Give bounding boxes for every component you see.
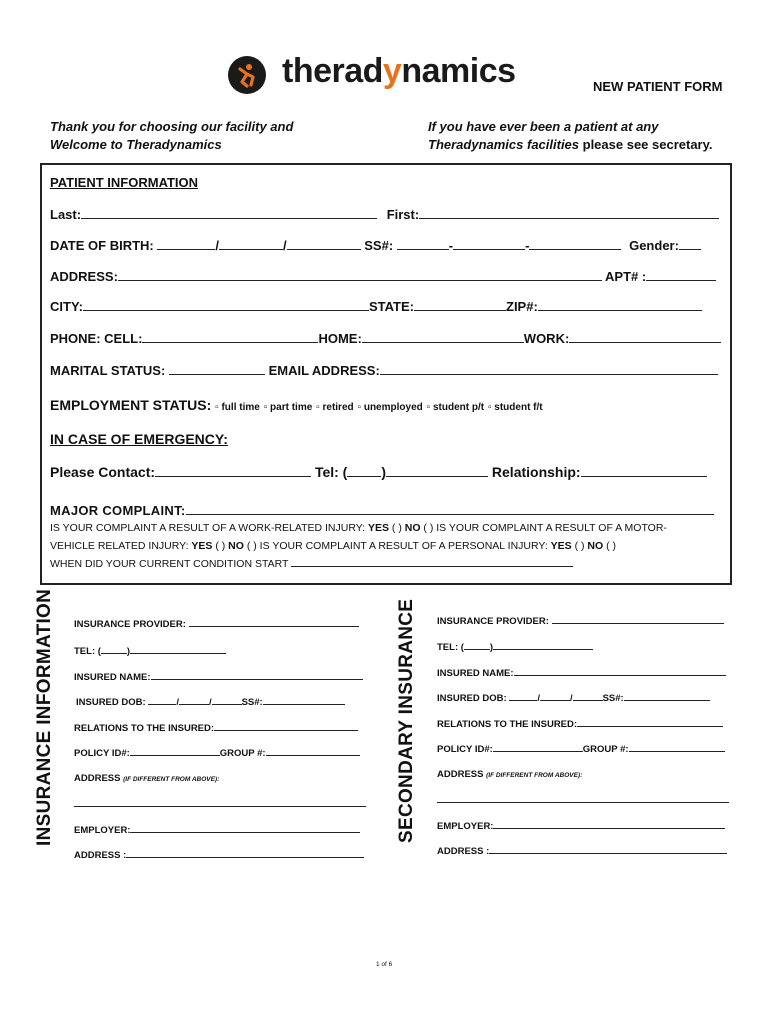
insurance-information-title: INSURANCE INFORMATION bbox=[34, 588, 55, 846]
secondary-dob-year-field[interactable] bbox=[573, 692, 603, 701]
primary-policy-field[interactable] bbox=[130, 747, 220, 756]
primary-insured-name-field[interactable] bbox=[151, 671, 363, 680]
form-title: NEW PATIENT FORM bbox=[593, 79, 723, 94]
page-number: 1 of 6 bbox=[376, 961, 393, 968]
emergency-phone-field[interactable] bbox=[386, 465, 488, 477]
complaint-question-3: WHEN DID YOUR CURRENT CONDITION START bbox=[50, 557, 573, 570]
ss-part2-field[interactable] bbox=[453, 238, 525, 250]
emergency-area-code-field[interactable] bbox=[347, 465, 381, 477]
secondary-policy-row: POLICY ID#: GROUP #: bbox=[437, 743, 725, 755]
primary-employer-field[interactable] bbox=[130, 824, 360, 833]
complaint-question-1: IS YOUR COMPLAINT A RESULT OF A WORK-RELATED INJURY: YES ( ) NO ( ) IS YOUR COMPLAINT A RESULT OF A MOTOR- bbox=[50, 522, 667, 534]
first-name-field[interactable] bbox=[419, 207, 719, 219]
phone-row: PHONE: CELL: HOME: WORK: bbox=[50, 331, 721, 346]
secondary-insured-name-field[interactable] bbox=[514, 667, 726, 676]
emergency-title: IN CASE OF EMERGENCY: bbox=[50, 431, 228, 447]
primary-address-field[interactable] bbox=[74, 806, 366, 807]
secondary-provider-field[interactable] bbox=[552, 615, 724, 624]
employment-row: EMPLOYMENT STATUS: ▫ full time ▫ part time ▫ retired ▫ unemployed ▫ student p/t ▫ student f/t bbox=[50, 397, 543, 413]
dob-month-field[interactable] bbox=[157, 238, 215, 250]
primary-policy-row: POLICY ID#: GROUP #: bbox=[74, 747, 360, 759]
major-complaint-field[interactable] bbox=[186, 503, 714, 515]
ss-part3-field[interactable] bbox=[529, 238, 621, 250]
secondary-policy-field[interactable] bbox=[493, 743, 583, 752]
cell-phone-field[interactable] bbox=[142, 331, 318, 343]
city-row: CITY: STATE: ZIP#: bbox=[50, 299, 702, 314]
employment-option-unemployed[interactable]: ▫ unemployed bbox=[357, 402, 423, 413]
name-row: Last: First: bbox=[50, 207, 719, 222]
secondary-insurance-title: SECONDARY INSURANCE bbox=[396, 598, 417, 843]
secondary-employer-field[interactable] bbox=[493, 820, 725, 829]
returning-patient-note: If you have ever been a patient at any Theradynamics facilities please see secretary. bbox=[428, 119, 713, 152]
email-field[interactable] bbox=[380, 363, 718, 375]
secondary-group-field[interactable] bbox=[629, 743, 725, 752]
marital-status-field[interactable] bbox=[169, 363, 265, 375]
secondary-employer-address-row: ADDRESS : bbox=[437, 845, 727, 857]
primary-group-field[interactable] bbox=[266, 747, 360, 756]
primary-ss-field[interactable] bbox=[263, 696, 345, 705]
state-field[interactable] bbox=[414, 299, 506, 311]
primary-area-code-field[interactable] bbox=[101, 645, 127, 654]
logo-accent: y bbox=[382, 52, 402, 90]
primary-relations-row: RELATIONS TO THE INSURED: bbox=[74, 722, 358, 734]
brand-logo: theradynamics bbox=[282, 52, 516, 90]
primary-tel-row: TEL: ( ) bbox=[74, 645, 226, 657]
apt-field[interactable] bbox=[646, 269, 716, 281]
secondary-area-code-field[interactable] bbox=[464, 641, 490, 650]
primary-dob-month-field[interactable] bbox=[148, 696, 176, 705]
major-complaint-row: MAJOR COMPLAINT: bbox=[50, 503, 714, 518]
ss-part1-field[interactable] bbox=[397, 238, 449, 250]
city-field[interactable] bbox=[83, 299, 369, 311]
dob-row: DATE OF BIRTH: / / SS#: - - Gender: bbox=[50, 238, 701, 253]
primary-provider-row: INSURANCE PROVIDER: bbox=[74, 618, 359, 630]
patient-information-title: PATIENT INFORMATION bbox=[50, 175, 199, 190]
welcome-message: Thank you for choosing our facility and Welcome to Theradynamics bbox=[50, 119, 294, 152]
secondary-tel-row: TEL: ( ) bbox=[437, 641, 593, 653]
secondary-insured-dob-row: INSURED DOB: / / SS#: bbox=[437, 692, 710, 704]
primary-employer-address-field[interactable] bbox=[126, 849, 364, 858]
primary-dob-day-field[interactable] bbox=[179, 696, 209, 705]
primary-dob-year-field[interactable] bbox=[212, 696, 242, 705]
address-field[interactable] bbox=[118, 269, 602, 281]
address-row: ADDRESS: APT# : bbox=[50, 269, 716, 284]
secondary-ss-field[interactable] bbox=[624, 692, 710, 701]
primary-provider-field[interactable] bbox=[189, 618, 359, 627]
complaint-question-2: VEHICLE RELATED INJURY: YES ( ) NO ( ) IS YOUR COMPLAINT A RESULT OF A PERSONAL INJURY: YES ( ) NO ( ) bbox=[50, 540, 616, 552]
primary-relations-field[interactable] bbox=[214, 722, 358, 731]
last-name-field[interactable] bbox=[81, 207, 377, 219]
work-phone-field[interactable] bbox=[569, 331, 721, 343]
condition-start-field[interactable] bbox=[291, 557, 573, 567]
secondary-employer-address-field[interactable] bbox=[489, 845, 727, 854]
logo-mark-icon bbox=[228, 56, 266, 94]
gender-field[interactable] bbox=[679, 238, 701, 250]
home-phone-field[interactable] bbox=[362, 331, 524, 343]
primary-insured-dob-row: INSURED DOB: / / SS#: bbox=[76, 696, 345, 708]
primary-insured-name-row: INSURED NAME: bbox=[74, 671, 363, 683]
employment-option-retired[interactable]: ▫ retired bbox=[316, 402, 354, 413]
emergency-contact-row: Please Contact: Tel: ( ) Relationship: bbox=[50, 464, 707, 480]
secondary-address-field[interactable] bbox=[437, 802, 729, 803]
secondary-relations-row: RELATIONS TO THE INSURED: bbox=[437, 718, 723, 730]
secondary-dob-month-field[interactable] bbox=[509, 692, 537, 701]
relationship-field[interactable] bbox=[581, 465, 707, 477]
emergency-contact-field[interactable] bbox=[155, 465, 311, 477]
secondary-address-row: ADDRESS (IF DIFFERENT FROM ABOVE): bbox=[437, 769, 583, 780]
dob-day-field[interactable] bbox=[219, 238, 283, 250]
zip-field[interactable] bbox=[538, 299, 702, 311]
secondary-insured-name-row: INSURED NAME: bbox=[437, 667, 726, 679]
dob-year-field[interactable] bbox=[287, 238, 361, 250]
secondary-tel-field[interactable] bbox=[493, 641, 593, 650]
secondary-employer-row: EMPLOYER: bbox=[437, 820, 725, 832]
employment-option-student-pt[interactable]: ▫ student p/t bbox=[426, 402, 485, 413]
primary-tel-field[interactable] bbox=[130, 645, 226, 654]
primary-address-row: ADDRESS (IF DIFFERENT FROM ABOVE): bbox=[74, 773, 220, 784]
employment-option-student-ft[interactable]: ▫ student f/t bbox=[487, 402, 543, 413]
marital-email-row: MARITAL STATUS: EMAIL ADDRESS: bbox=[50, 363, 718, 378]
secondary-relations-field[interactable] bbox=[577, 718, 723, 727]
employment-option-part-time[interactable]: ▫ part time bbox=[263, 402, 313, 413]
employment-option-full-time[interactable]: ▫ full time bbox=[215, 402, 260, 413]
secondary-provider-row: INSURANCE PROVIDER: bbox=[437, 615, 724, 627]
secondary-dob-day-field[interactable] bbox=[540, 692, 570, 701]
primary-employer-address-row: ADDRESS : bbox=[74, 849, 364, 861]
primary-employer-row: EMPLOYER: bbox=[74, 824, 360, 836]
